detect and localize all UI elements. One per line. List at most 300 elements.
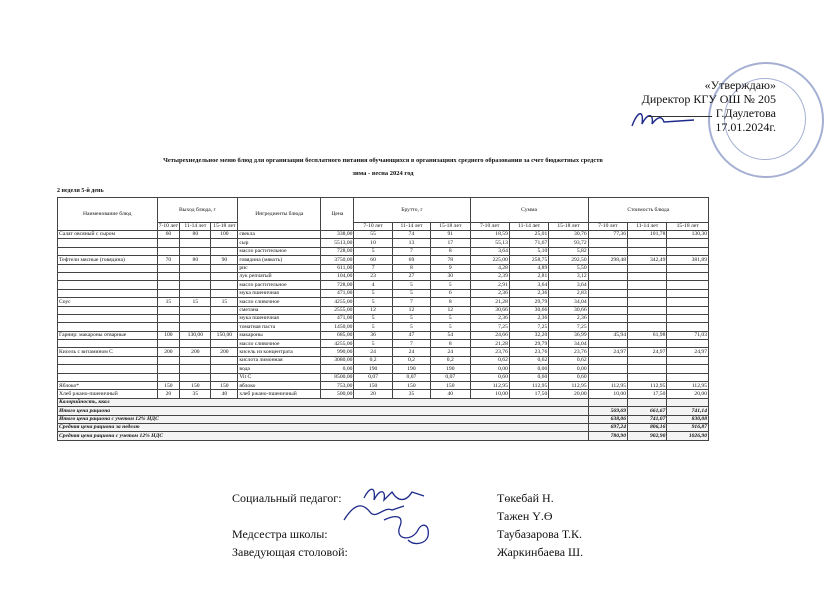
price-cell: 471,00 — [321, 314, 354, 322]
cost-cell: 112,95 — [667, 382, 709, 390]
output-cell — [180, 356, 211, 364]
table-header-row — [58, 198, 709, 223]
gross-cell: 5 — [354, 247, 392, 255]
output-cell — [180, 281, 211, 289]
sum-cell: 71,67 — [509, 239, 548, 247]
gross-cell: 190 — [392, 365, 430, 373]
gross-cell: 47 — [392, 331, 430, 339]
table-row — [58, 323, 709, 331]
gross-cell: 5 — [354, 314, 392, 322]
output-cell: 15 — [180, 298, 211, 306]
cost-cell — [628, 373, 667, 381]
output-cell: 40 — [211, 390, 238, 398]
price-cell: 4255,00 — [321, 340, 354, 348]
table-row — [58, 239, 709, 247]
sum-cell: 0,62 — [509, 356, 548, 364]
header-age: 11-14 лет — [628, 223, 667, 231]
sum-cell: 258,75 — [509, 256, 548, 264]
sum-cell: 30,76 — [549, 231, 588, 239]
sum-cell: 18,59 — [470, 231, 509, 239]
cost-cell — [588, 356, 627, 364]
output-cell — [180, 272, 211, 280]
cost-cell — [588, 373, 627, 381]
output-cell — [157, 306, 180, 314]
dish-name-cell — [58, 365, 158, 373]
sum-cell: 21,28 — [470, 298, 509, 306]
gross-cell: 55 — [354, 231, 392, 239]
signature-row — [232, 543, 583, 561]
menu-table-body — [58, 231, 709, 399]
dish-name-cell — [58, 272, 158, 280]
sum-cell: 2,81 — [509, 272, 548, 280]
gross-cell: 0,2 — [354, 356, 392, 364]
gross-cell: 40 — [431, 390, 470, 398]
sum-cell: 7,25 — [549, 323, 588, 331]
output-cell — [211, 272, 238, 280]
cost-cell — [588, 247, 627, 255]
dish-name-cell — [58, 239, 158, 247]
sum-cell: 5,10 — [509, 247, 548, 255]
gross-cell: 12 — [392, 306, 430, 314]
signatory-name: Төкебай Н. — [497, 491, 554, 505]
director-name: Г.Даулетова — [715, 106, 776, 120]
summary-row — [58, 432, 709, 440]
price-cell: 8500,00 — [321, 373, 354, 381]
summary-label: Средняя цена рациона с учетом 12% НДС — [58, 432, 589, 440]
table-row — [58, 231, 709, 239]
sum-cell: 2,36 — [509, 314, 548, 322]
document-season: зима - весна 2024 год — [352, 170, 414, 177]
price-cell: 728,00 — [321, 281, 354, 289]
price-cell: 5513,00 — [321, 239, 354, 247]
sum-cell: 112,95 — [470, 382, 509, 390]
output-cell — [211, 340, 238, 348]
table-row — [58, 340, 709, 348]
cost-cell — [628, 298, 667, 306]
dish-name-cell — [58, 306, 158, 314]
gross-cell: 9 — [431, 264, 470, 272]
gross-cell: 5 — [431, 323, 470, 331]
table-row — [58, 382, 709, 390]
sum-cell: 2,36 — [470, 314, 509, 322]
sum-cell: 0,60 — [509, 373, 548, 381]
dish-name-cell: Соус — [58, 298, 158, 306]
gross-cell: 78 — [431, 256, 470, 264]
gross-cell: 5 — [354, 323, 392, 331]
gross-cell: 6 — [431, 289, 470, 297]
output-cell: 100 — [157, 331, 180, 339]
output-cell: 200 — [157, 348, 180, 356]
gross-cell: 0,07 — [354, 373, 392, 381]
cost-cell — [628, 314, 667, 322]
cost-cell — [588, 365, 627, 373]
header-output: Выход блюда, г — [157, 198, 238, 223]
sum-cell: 3,64 — [549, 281, 588, 289]
cost-cell: 112,95 — [628, 382, 667, 390]
output-cell — [211, 373, 238, 381]
price-cell: 2555,00 — [321, 306, 354, 314]
header-age: 11-14 лет — [180, 223, 211, 231]
signature-row — [232, 489, 583, 507]
cost-cell — [667, 306, 709, 314]
summary-value: 916,87 — [667, 423, 709, 431]
cost-cell — [628, 247, 667, 255]
header-age: 7-10 лет — [470, 223, 509, 231]
ingredient-cell: масло растительное — [238, 281, 321, 289]
gross-cell: 0,2 — [392, 356, 430, 364]
cost-cell — [667, 298, 709, 306]
cost-cell — [628, 289, 667, 297]
gross-cell: 8 — [431, 247, 470, 255]
ingredient-cell: кислота лимонная — [238, 356, 321, 364]
output-cell: 80 — [180, 231, 211, 239]
ingredient-cell: кисель из концентрата — [238, 348, 321, 356]
cost-cell — [667, 247, 709, 255]
output-cell — [157, 314, 180, 322]
sum-cell: 7,25 — [470, 323, 509, 331]
output-cell: 130,00 — [180, 331, 211, 339]
gross-cell: 8 — [431, 340, 470, 348]
output-cell: 90 — [211, 256, 238, 264]
cost-cell — [588, 281, 627, 289]
output-cell — [157, 340, 180, 348]
gross-cell: 12 — [354, 306, 392, 314]
sum-cell: 55,13 — [470, 239, 509, 247]
week-day-label: 2 неделя 5-й день — [57, 188, 104, 194]
cost-cell — [588, 272, 627, 280]
sum-cell: 30,66 — [509, 306, 548, 314]
summary-value — [628, 398, 667, 406]
cost-cell: 71,03 — [667, 331, 709, 339]
price-cell: 728,00 — [321, 247, 354, 255]
summary-label: Итого цена рациона с учетом 12% НДС — [58, 415, 589, 423]
gross-cell: 150 — [354, 382, 392, 390]
gross-cell: 5 — [431, 281, 470, 289]
gross-cell: 0,2 — [431, 356, 470, 364]
cost-cell — [588, 239, 627, 247]
signatory-role: Медсестра школы: — [232, 527, 328, 541]
dish-name-cell — [58, 281, 158, 289]
cost-cell — [667, 289, 709, 297]
table-row — [58, 348, 709, 356]
gross-cell: 5 — [392, 323, 430, 331]
header-age: 11-14 лет — [392, 223, 430, 231]
price-cell: 4255,00 — [321, 298, 354, 306]
cost-cell: 101,78 — [628, 231, 667, 239]
dish-name-cell: Кисель с витамином С — [58, 348, 158, 356]
output-cell: 150 — [157, 382, 180, 390]
output-cell: 20 — [157, 390, 180, 398]
cost-cell — [588, 306, 627, 314]
ingredient-cell: томатная паста — [238, 323, 321, 331]
output-cell — [180, 373, 211, 381]
summary-value: 1026,90 — [667, 432, 709, 440]
approval-heading: «Утверждаю» — [704, 78, 776, 92]
gross-cell: 23 — [354, 272, 392, 280]
gross-cell: 8 — [431, 298, 470, 306]
gross-cell: 5 — [392, 314, 430, 322]
header-cost: Стоимость блюда — [588, 198, 708, 223]
ingredient-cell: масло сливочное — [238, 340, 321, 348]
sum-cell: 25,01 — [509, 231, 548, 239]
table-row — [58, 264, 709, 272]
header-age: 7-10 лет — [158, 223, 179, 230]
gross-cell: 5 — [431, 314, 470, 322]
signatory-name: Жаркинбаева Ш. — [497, 545, 584, 559]
output-cell — [211, 323, 238, 331]
cost-cell: 20,00 — [667, 390, 709, 398]
output-cell — [180, 323, 211, 331]
ingredient-cell: сыр — [238, 239, 321, 247]
gross-cell: 30 — [431, 272, 470, 280]
gross-cell: 60 — [354, 256, 392, 264]
ingredient-cell: мука пшеничная — [238, 314, 321, 322]
output-cell — [211, 264, 238, 272]
cost-cell — [628, 264, 667, 272]
price-cell: 611,00 — [321, 264, 354, 272]
output-cell — [180, 247, 211, 255]
sum-cell: 0,00 — [470, 365, 509, 373]
gross-cell: 24 — [392, 348, 430, 356]
gross-cell: 150 — [431, 382, 470, 390]
sum-cell: 2,39 — [470, 272, 509, 280]
header-age: 15-18 лет — [431, 223, 470, 231]
output-cell: 60 — [157, 231, 180, 239]
gross-cell: 13 — [392, 239, 430, 247]
cost-cell — [588, 323, 627, 331]
gross-cell: 5 — [354, 340, 392, 348]
cost-cell: 24,97 — [628, 348, 667, 356]
output-cell — [211, 365, 238, 373]
summary-value: 638,06 — [588, 415, 627, 423]
gross-cell: 69 — [392, 256, 430, 264]
table-row — [58, 306, 709, 314]
cost-cell: 298,48 — [588, 256, 627, 264]
signatures-block — [232, 489, 583, 561]
output-cell — [157, 239, 180, 247]
output-cell — [157, 356, 180, 364]
output-cell — [157, 247, 180, 255]
sum-cell: 2,36 — [470, 289, 509, 297]
sum-cell: 4,89 — [509, 264, 548, 272]
cost-cell: 24,97 — [667, 348, 709, 356]
ingredient-cell: макароны — [238, 331, 321, 339]
director-name-line — [642, 106, 776, 120]
price-cell: 990,00 — [321, 348, 354, 356]
sum-cell: 112,95 — [549, 382, 588, 390]
cost-cell — [628, 239, 667, 247]
table-row — [58, 314, 709, 322]
dish-name-cell — [58, 373, 158, 381]
cost-cell — [667, 281, 709, 289]
sum-cell: 2,36 — [549, 314, 588, 322]
output-cell: 80 — [180, 256, 211, 264]
gross-cell: 27 — [392, 272, 430, 280]
table-row — [58, 247, 709, 255]
gross-cell: 0,07 — [431, 373, 470, 381]
approval-block — [642, 78, 776, 134]
sum-cell: 225,00 — [470, 256, 509, 264]
cost-cell — [628, 306, 667, 314]
ingredient-cell: Vit C — [238, 373, 321, 381]
ingredient-cell: яблоко — [238, 382, 321, 390]
output-cell — [157, 323, 180, 331]
signatory-role: Социальный педагог: — [232, 491, 342, 505]
dish-name-cell: Гарнир: макароны отварные — [58, 331, 158, 339]
ingredient-cell: мука пшеничная — [238, 289, 321, 297]
output-cell — [211, 281, 238, 289]
gross-cell: 24 — [431, 348, 470, 356]
gross-cell: 5 — [354, 289, 392, 297]
cost-cell — [667, 365, 709, 373]
header-age: 15-18 лет — [667, 223, 709, 231]
cost-cell — [628, 356, 667, 364]
signature-row — [232, 507, 583, 525]
output-cell: 70 — [157, 256, 180, 264]
output-cell — [157, 365, 180, 373]
price-cell: 104,00 — [321, 272, 354, 280]
header-price: Цена — [321, 198, 354, 231]
dish-name-cell — [58, 314, 158, 322]
price-cell: 1450,00 — [321, 323, 354, 331]
gross-cell: 17 — [431, 239, 470, 247]
cost-cell — [628, 365, 667, 373]
summary-row — [58, 407, 709, 415]
output-cell: 200 — [180, 348, 211, 356]
cost-cell — [628, 340, 667, 348]
sum-cell: 32,20 — [509, 331, 548, 339]
summary-value: 697,24 — [588, 423, 627, 431]
cost-cell: 45,94 — [588, 331, 627, 339]
header-ingredients: Ингредиенты блюда — [238, 198, 321, 231]
summary-row — [58, 423, 709, 431]
cost-cell — [628, 272, 667, 280]
output-cell: 150 — [211, 382, 238, 390]
summary-value: 830,08 — [667, 415, 709, 423]
table-row — [58, 256, 709, 264]
sum-cell: 5,50 — [549, 264, 588, 272]
ingredient-cell: рис — [238, 264, 321, 272]
table-row — [58, 289, 709, 297]
gross-cell: 12 — [431, 306, 470, 314]
output-cell: 150 — [180, 382, 211, 390]
sum-cell: 3,12 — [549, 272, 588, 280]
sum-cell: 21,28 — [470, 340, 509, 348]
cost-cell — [588, 314, 627, 322]
sum-cell: 34,04 — [549, 298, 588, 306]
ingredient-cell: лук репчатый — [238, 272, 321, 280]
output-cell — [157, 289, 180, 297]
table-row — [58, 365, 709, 373]
dish-name-cell: Салат овсяный с сыром — [58, 231, 158, 239]
cost-cell: 112,95 — [588, 382, 627, 390]
header-age: 7-10 лет — [588, 223, 627, 231]
table-row — [58, 373, 709, 381]
output-cell — [180, 264, 211, 272]
dish-name-cell — [58, 289, 158, 297]
header-age: 11-14 лет — [509, 223, 548, 231]
output-cell: 35 — [180, 390, 211, 398]
sum-cell: 23,76 — [509, 348, 548, 356]
output-cell — [180, 239, 211, 247]
sum-cell: 0,60 — [549, 373, 588, 381]
summary-label: Итого цена рациона — [58, 407, 589, 415]
gross-cell: 74 — [392, 231, 430, 239]
summary-table-body — [58, 398, 709, 440]
sum-cell: 29,79 — [509, 340, 548, 348]
sum-cell: 4,28 — [470, 264, 509, 272]
cost-cell — [667, 373, 709, 381]
signatory-name: Таубазарова Т.К. — [497, 527, 583, 541]
cost-cell — [667, 340, 709, 348]
table-row — [58, 281, 709, 289]
ingredient-cell: хлеб ржано-пшеничный — [238, 390, 321, 398]
cost-cell — [588, 289, 627, 297]
output-cell — [211, 247, 238, 255]
summary-value — [667, 398, 709, 406]
signature-line — [648, 116, 712, 117]
cost-cell: 17,50 — [628, 390, 667, 398]
sum-cell: 5,82 — [549, 247, 588, 255]
cost-cell — [667, 356, 709, 364]
cost-cell — [588, 264, 627, 272]
output-cell — [157, 272, 180, 280]
gross-cell: 24 — [354, 348, 392, 356]
sum-cell: 10,00 — [470, 390, 509, 398]
cost-cell: 130,30 — [667, 231, 709, 239]
summary-label: Средняя цена рациона за неделю — [58, 423, 589, 431]
cost-cell — [667, 323, 709, 331]
director-position: Директор КГУ ОШ № 205 — [641, 92, 776, 106]
dish-name-cell: Яблоко* — [58, 382, 158, 390]
output-cell: 15 — [211, 298, 238, 306]
sum-cell: 112,95 — [509, 382, 548, 390]
sum-cell: 23,76 — [470, 348, 509, 356]
sum-cell: 2,36 — [509, 289, 548, 297]
cost-cell — [628, 281, 667, 289]
summary-row — [58, 398, 709, 406]
summary-value: 661,67 — [628, 407, 667, 415]
gross-cell: 190 — [431, 365, 470, 373]
sum-cell: 3,64 — [509, 281, 548, 289]
sum-cell: 30,66 — [549, 306, 588, 314]
ingredient-cell: масло растительное — [238, 247, 321, 255]
cost-cell — [588, 340, 627, 348]
price-cell: 3750,00 — [321, 256, 354, 264]
sum-cell: 17,50 — [509, 390, 548, 398]
table-row — [58, 356, 709, 364]
gross-cell: 5 — [392, 289, 430, 297]
table-row — [58, 390, 709, 398]
summary-value: 902,90 — [628, 432, 667, 440]
dish-name-cell: Тефтели мясные (говядина) — [58, 256, 158, 264]
signatory-role — [232, 507, 497, 525]
ingredient-cell: говядина (мякоть) — [238, 256, 321, 264]
table-row — [58, 272, 709, 280]
output-cell — [157, 373, 180, 381]
cost-cell — [667, 272, 709, 280]
menu-sheet — [57, 156, 709, 441]
cost-cell: 10,00 — [588, 390, 627, 398]
output-cell — [180, 340, 211, 348]
summary-row — [58, 415, 709, 423]
sum-cell: 29,79 — [509, 298, 548, 306]
gross-cell: 20 — [354, 390, 392, 398]
header-dish: Наименование блюд — [58, 198, 158, 231]
output-cell — [211, 239, 238, 247]
cost-cell — [667, 239, 709, 247]
output-cell: 15 — [157, 298, 180, 306]
